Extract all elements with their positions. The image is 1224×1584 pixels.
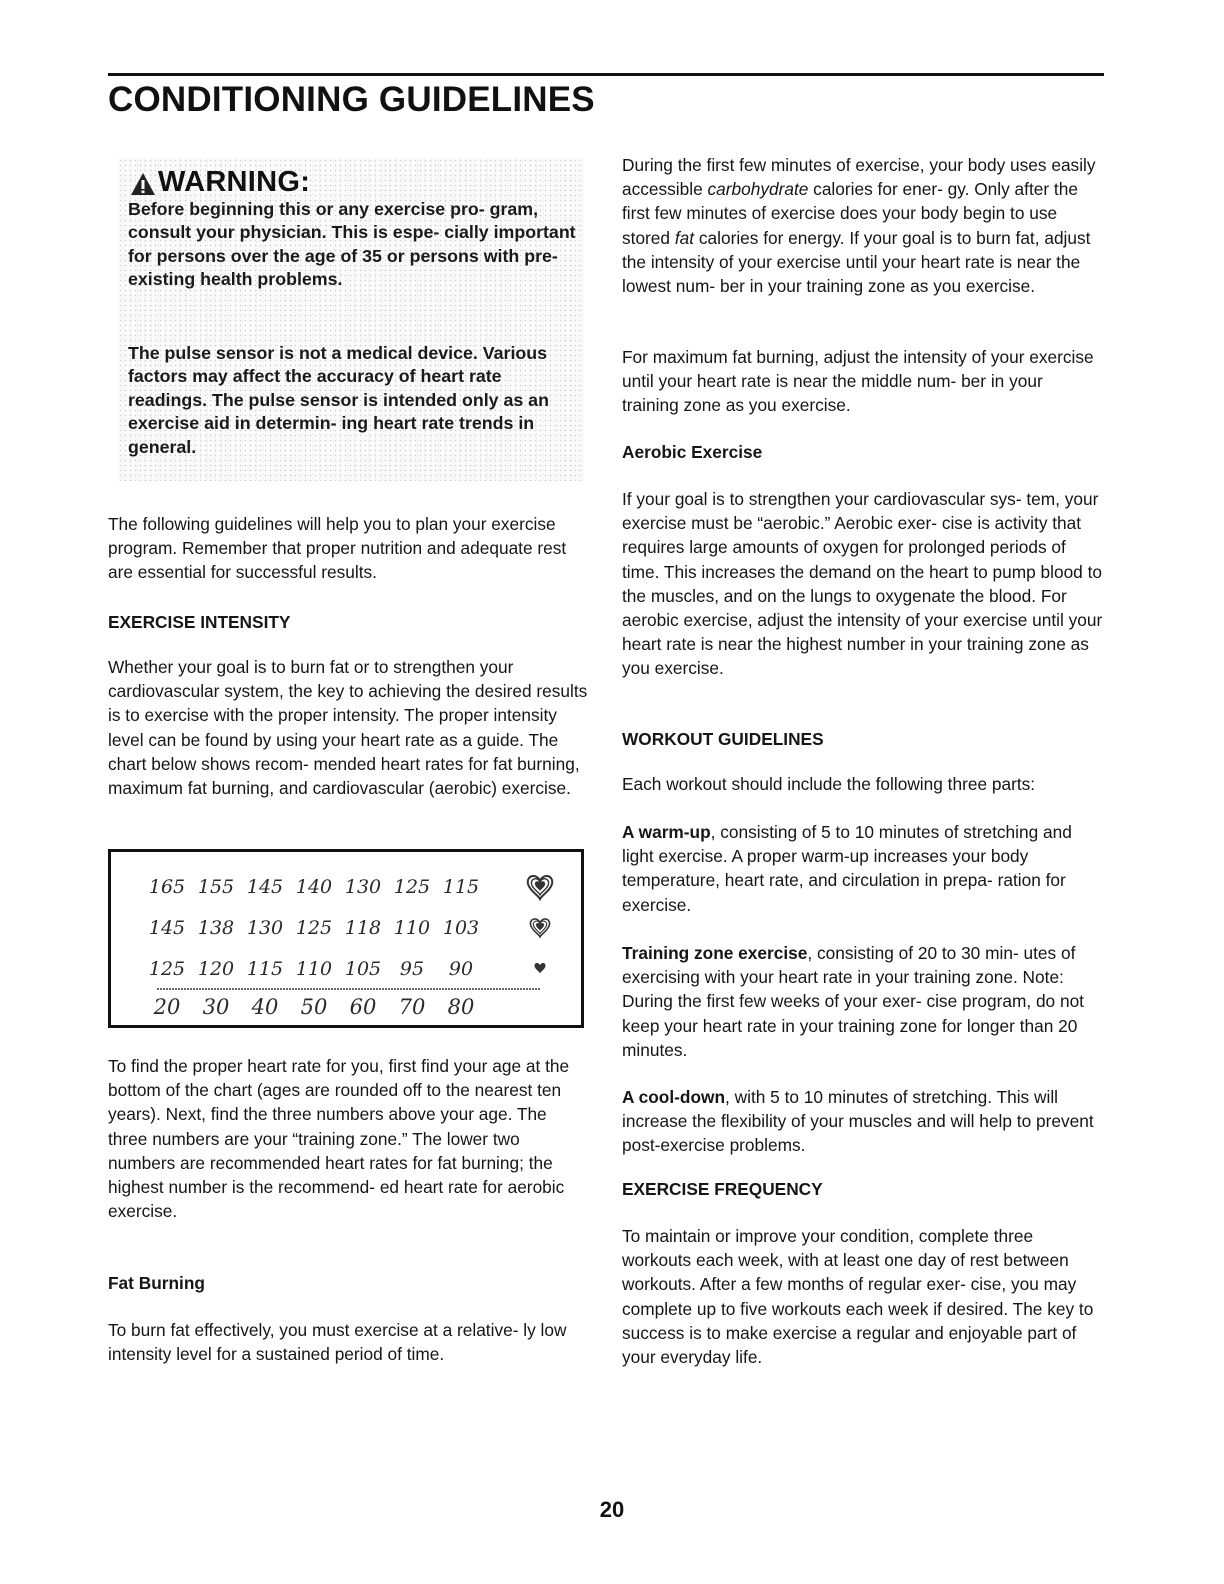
exercise-frequency-heading: EXERCISE FREQUENCY [622,1179,823,1199]
warning-header [130,166,310,199]
warmup-text: , consisting of 5 to 10 minutes of stretching and light exercise. A proper warm-up increases your body temperature, heart rate, and circulation in prepa- ration for exercise. [622,822,1072,915]
training-zone-label: Training zone exercise [622,943,808,963]
age-label: 80 [447,995,475,1019]
warmup-paragraph [622,820,1104,917]
heart-rate-chart [108,849,584,1028]
warning-box [118,158,584,481]
warning-title: WARNING: [158,166,311,198]
age-label: 40 [251,995,279,1019]
fat-calories-paragraph [622,153,1104,298]
fat-emphasis: fat [674,227,695,248]
aerobic-heading-wrap [622,440,1104,464]
intro-section [108,512,590,585]
training-zone-text: , consisting of 20 to 30 min- utes of exercising with your heart rate in your training zone. Note: During the first few weeks of your exer- cise program, do not keep your heart rate in your training zone for longer than 20 minutes. [622,943,1084,1060]
heart-rate-cell: 120 [197,958,235,980]
age-label: 30 [202,995,230,1019]
heart-rate-cell: 115 [442,876,480,898]
heart-rate-chart-svg [111,852,581,1025]
cooldown-paragraph [622,1085,1104,1158]
heart-rate-cell: 103 [442,917,480,939]
heart-rate-cell: 145 [246,876,284,898]
frequency-heading-wrap [622,1177,1104,1201]
fat-burning-section [108,1271,590,1295]
heart-large-icon [528,876,552,899]
heart-rate-cell: 90 [448,958,474,980]
aerobic-exercise-heading: Aerobic Exercise [622,442,763,462]
heart-rate-cell: 165 [148,876,186,898]
aerobic-body-wrap [622,487,1104,681]
age-label: 60 [349,995,377,1019]
workout-guidelines-heading: WORKOUT GUIDELINES [622,729,824,749]
chart-explanation-section [108,1054,590,1223]
title-rule [108,73,1104,76]
fat-calories-text-c: calories for energy. If your goal is to burn fat, adjust the intensity of your exercise until your heart rate is near the lowest num- ber in your training zone as you exercise. [622,227,1091,297]
heart-rate-cell: 115 [246,958,284,980]
warmup-section [622,820,1104,917]
workout-intro-paragraph: Each workout should include the following three parts: [622,774,1036,794]
age-label: 20 [153,995,181,1019]
warmup-label: A warm-up [622,822,711,842]
heart-rate-cell: 125 [295,917,333,939]
heart-rate-cell: 138 [197,917,235,939]
exercise-intensity-heading: EXERCISE INTENSITY [108,612,291,632]
warning-triangle-icon [130,172,156,196]
heart-small-icon [534,963,545,973]
exercise-intensity-body-wrap [108,655,590,800]
intro-paragraph: The following guidelines will help you to plan your exercise program. Remember that proper nutrition and adequate rest are essential for successful results. [108,514,567,583]
cooldown-text: , with 5 to 10 minutes of stretching. This will increase the flexibility of your muscles and will help to prevent post-exercise problems. [622,1087,1094,1156]
warning-paragraph-physician: Before beginning this or any exercise pro- gram, consult your physician. This is espe- cially important for persons over the age of 35 or persons with pre-existing health problems. [128,199,576,290]
fat-calories-section [622,153,1104,298]
fat-burning-heading: Fat Burning [108,1273,205,1293]
page-number: 20 [599,1497,625,1522]
fat-burning-paragraph: To burn fat effectively, you must exercise at a relative- ly low intensity level for a sustained period of time. [108,1320,567,1365]
carbohydrate-emphasis: carbohydrate [707,179,809,200]
exercise-frequency-paragraph: To maintain or improve your condition, complete three workouts each week, with at least one day of rest between workouts. After a few months of regular exer- cise, you may complete up to five workouts each week if desired. The key to success is to make exercise a regular and enjoyable part of your everyday life. [622,1226,1094,1368]
age-label: 50 [300,995,328,1019]
training-zone-section [622,941,1104,1062]
max-fat-section [622,345,1104,418]
heart-medium-icon [530,919,549,937]
exercise-intensity-section [108,610,590,634]
chart-explanation-paragraph: To find the proper heart rate for you, first find your age at the bottom of the chart (ages are rounded off to the nearest ten years). Next, find the three numbers above your age. The three numbers are your “training zone.” The lower two numbers are recommended heart rates for fat burning; the highest number is the recommend- ed heart rate for aerobic exercise. [108,1056,570,1222]
heart-rate-cell: 118 [344,917,382,939]
heart-rate-cell: 95 [399,958,425,980]
workout-heading-wrap [622,727,1104,751]
heart-rate-cell: 110 [393,917,431,939]
heart-rate-cell: 125 [148,958,186,980]
heart-rate-cell: 105 [344,958,382,980]
frequency-body-wrap [622,1224,1104,1369]
fat-calories-text-a: During the first few minutes of exercise, your body uses easily accessible [622,155,1096,200]
heart-rate-cell: 125 [393,876,431,898]
max-fat-burning-paragraph: For maximum fat burning, adjust the intensity of your exercise until your heart rate is near the middle num- ber in your training zone as you exercise. [622,347,1094,416]
age-label: 70 [398,995,426,1019]
cooldown-label: A cool-down [622,1087,726,1107]
fat-burning-body-wrap [108,1318,590,1366]
heart-rate-cell: 155 [197,876,235,898]
heart-rate-cell: 130 [246,917,284,939]
fat-calories-text-b: calories for ener- gy. Only after the first few minutes of exercise does your body begin to use stored [622,179,1078,248]
page-title: CONDITIONING GUIDELINES [108,80,595,119]
cooldown-section [622,1085,1104,1158]
exercise-intensity-paragraph: Whether your goal is to burn fat or to strengthen your cardiovascular system, the key to achieving the desired results is to exercise with the proper intensity. The proper intensity level can be found by using your heart rate as a guide. The chart below shows recom- mended heart rates for fat burning, maximum fat burning, and cardiovascular (aerobic) exercise. [108,657,588,799]
aerobic-exercise-paragraph: If your goal is to strengthen your cardiovascular sys- tem, your exercise must be “aerobic.” Aerobic exer- cise is activity that requires large amounts of oxygen for prolonged periods of time. This increases the demand on the heart to pump blood to the muscles, and on the lungs to oxygenate the blood. For aerobic exercise, adjust the intensity of your exercise until your heart rate is near the highest number in your training zone as you exercise. [622,489,1103,679]
heart-rate-cell: 140 [295,876,333,898]
heart-rate-cell: 130 [344,876,382,898]
warning-paragraph-pulse-sensor: The pulse sensor is not a medical device. Various factors may affect the accuracy of heart rate readings. The pulse sensor is intended only as an exercise aid in determin- ing heart rate trends in general. [128,343,549,457]
heart-rate-cell: 145 [148,917,186,939]
training-zone-paragraph [622,941,1104,1062]
heart-rate-cell: 110 [295,958,333,980]
workout-intro-wrap [622,772,1104,796]
